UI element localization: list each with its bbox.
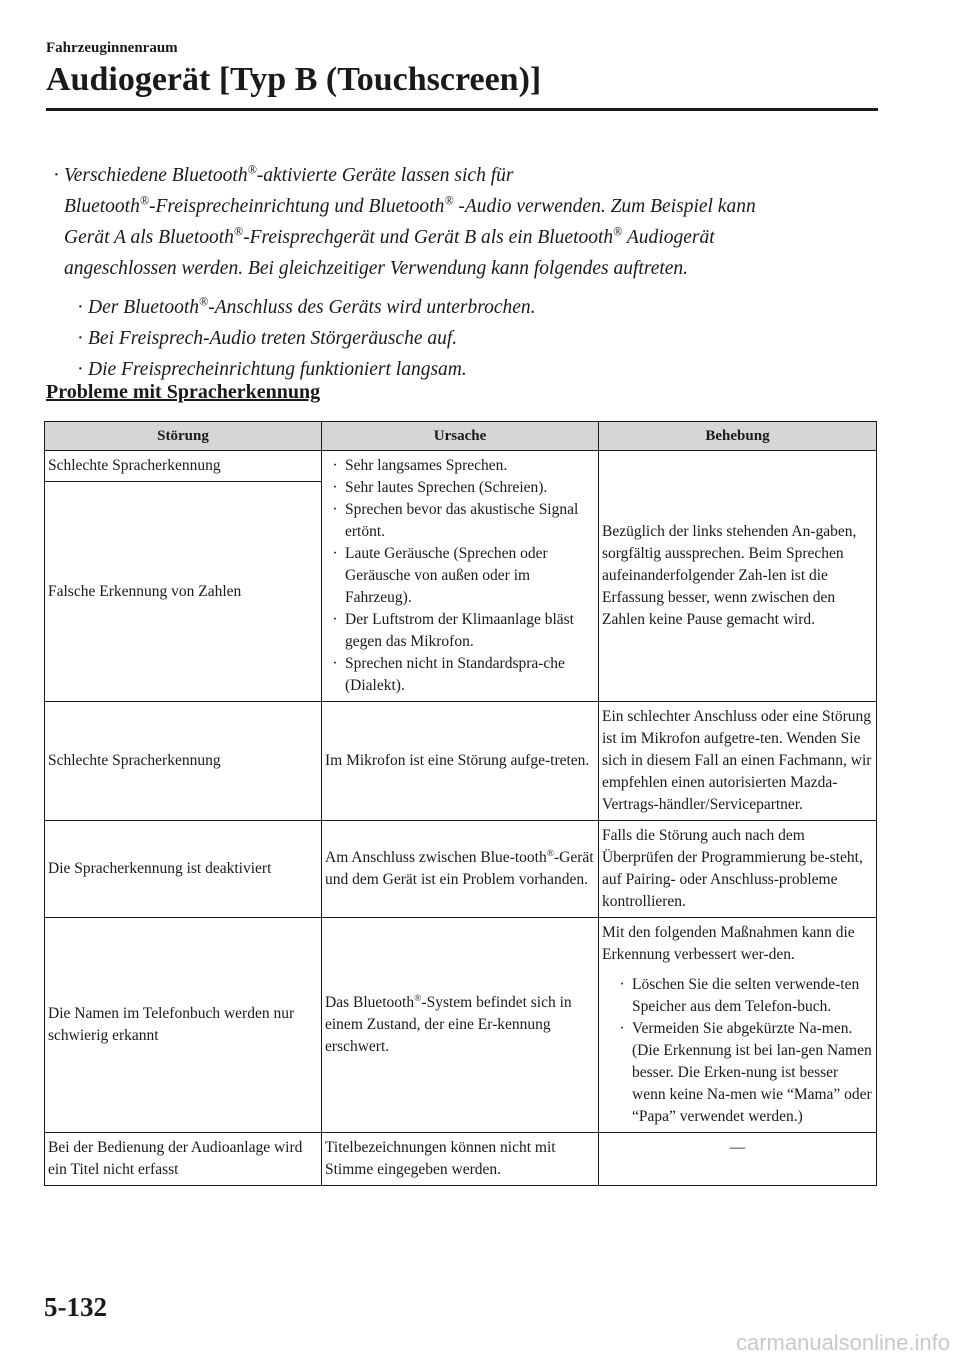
stoerung-cell: Bei der Bedienung der Audioanlage wird ein Titel nicht erfasst bbox=[45, 1133, 322, 1186]
troubleshooting-table bbox=[44, 421, 877, 1186]
table-row bbox=[45, 821, 877, 918]
behebung-cell: — bbox=[599, 1133, 877, 1186]
registered-mark: ® bbox=[414, 992, 422, 1004]
table-header-row bbox=[45, 422, 877, 451]
list-item-text: Laute Geräusche (Sprechen oder Geräusche von außen oder im Fahrzeug). bbox=[345, 545, 548, 606]
note-sub-item bbox=[72, 292, 878, 323]
note-text-part: angeschlossen werden. Bei gleichzeitiger Verwendung kann folgendes auftreten. bbox=[64, 258, 689, 279]
ursache-cell: Titelbezeichnungen können nicht mit Stimme eingegeben werden. bbox=[322, 1133, 599, 1186]
bullet: · bbox=[619, 976, 625, 993]
registered-mark: ® bbox=[546, 847, 555, 859]
registered-mark: ® bbox=[613, 224, 623, 239]
bullet: · bbox=[77, 297, 83, 318]
ursache-cell bbox=[322, 451, 599, 702]
bullet: · bbox=[332, 545, 338, 562]
bullet: · bbox=[332, 655, 338, 672]
registered-mark: ® bbox=[444, 193, 454, 208]
section-heading: Probleme mit Spracherkennung bbox=[46, 381, 321, 403]
bullet: · bbox=[332, 611, 338, 628]
ursache-text-part: -Gerät und dem Gerät ist ein Problem vorhanden. bbox=[325, 849, 594, 888]
table-row bbox=[45, 702, 877, 821]
bullet: · bbox=[619, 1020, 625, 1037]
note-text-part: Verschiedene Bluetooth bbox=[64, 165, 248, 186]
behebung-cell: Bezüglich der links stehenden An-gaben, sorgfältig aussprechen. Beim Sprechen aufeinanderfolgender Zah-len ist die Erfassung besser, wenn zwischen den Zahlen keine Pause gemacht wird. bbox=[599, 451, 877, 702]
note-text-part: Gerät A als Bluetooth bbox=[64, 227, 234, 248]
table-row bbox=[45, 918, 877, 1133]
watermark: carmanualsonline.info bbox=[735, 1330, 950, 1355]
behebung-cell bbox=[599, 918, 877, 1133]
list-item bbox=[612, 1018, 873, 1128]
note-text-part: -Freisprechgerät und Gerät B als ein Bluetooth bbox=[243, 227, 614, 248]
stoerung-cell: Die Spracherkennung ist deaktiviert bbox=[45, 821, 322, 918]
ursache-text-part: Das Bluetooth bbox=[325, 994, 415, 1011]
note-text-part: -aktivierte Geräte lassen sich für bbox=[256, 165, 514, 186]
registered-mark: ® bbox=[247, 162, 257, 177]
list-item bbox=[612, 974, 873, 1018]
stoerung-cell: Falsche Erkennung von Zahlen bbox=[45, 482, 322, 702]
list-item-text: Sprechen nicht in Standardspra-che (Dialekt). bbox=[345, 655, 565, 694]
bullet: · bbox=[77, 359, 83, 380]
table-row bbox=[45, 1133, 877, 1186]
note-sub-item bbox=[72, 323, 878, 354]
column-header-stoerung: Störung bbox=[45, 422, 322, 451]
list-item bbox=[325, 543, 595, 609]
bullet: · bbox=[53, 165, 59, 186]
list-item bbox=[325, 499, 595, 543]
list-item bbox=[325, 653, 595, 697]
title-divider bbox=[46, 108, 878, 111]
bluetooth-note bbox=[48, 160, 878, 385]
list-item-text: Der Luftstrom der Klimaanlage bläst gegen das Mikrofon. bbox=[345, 611, 574, 650]
table-row bbox=[45, 451, 877, 482]
ursache-text-part: Am Anschluss zwischen Blue-tooth bbox=[325, 849, 547, 866]
note-sub-text-part: Der Bluetooth bbox=[88, 297, 200, 318]
page-title: Audiogerät [Typ B (Touchscreen)] bbox=[46, 61, 542, 98]
behebung-cell: Ein schlechter Anschluss oder eine Störung ist im Mikrofon aufgetre-ten. Wenden Sie sich in diesem Fall an einen Fachmann, wir empfehlen einen autorisierten Mazda-Vertrags-händler/Servicepartner. bbox=[599, 702, 877, 821]
list-item-text: Löschen Sie die selten verwende-ten Speicher aus dem Telefon-buch. bbox=[632, 976, 860, 1015]
note-text-part: Bluetooth bbox=[64, 196, 140, 217]
list-item-text: Sehr langsames Sprechen. bbox=[345, 457, 508, 474]
ursache-text-part: -System befindet sich in einem Zustand, der eine Er-kennung erschwert. bbox=[325, 994, 572, 1055]
list-item bbox=[325, 477, 595, 499]
list-item-text: Sehr lautes Sprechen (Schreien). bbox=[345, 479, 548, 496]
page-number: 5-132 bbox=[44, 1292, 107, 1322]
stoerung-cell: Schlechte Spracherkennung bbox=[45, 702, 322, 821]
ursache-cell bbox=[322, 821, 599, 918]
column-header-ursache: Ursache bbox=[322, 422, 599, 451]
ursache-cell: Im Mikrofon ist eine Störung aufge-treten. bbox=[322, 702, 599, 821]
note-text-part: -Freisprecheinrichtung und Bluetooth bbox=[149, 196, 445, 217]
note-sub-text-part: -Anschluss des Geräts wird unterbrochen. bbox=[208, 297, 536, 318]
registered-mark: ® bbox=[199, 294, 209, 309]
list-item bbox=[325, 609, 595, 653]
bullet: · bbox=[332, 501, 338, 518]
list-item-text: Vermeiden Sie abgekürzte Na-men. (Die Erkennung ist bei lan-gen Namen besser. Die Erken-nung ist besser wenn keine Na-men wie “Mama” oder “Papa” verwendet werden.) bbox=[632, 1020, 872, 1125]
note-sub-text bbox=[88, 292, 878, 323]
behebung-list bbox=[612, 974, 873, 1128]
list-item-text: Sprechen bevor das akustische Signal ertönt. bbox=[345, 501, 579, 540]
bullet: · bbox=[332, 479, 338, 496]
note-text-part: Audiogerät bbox=[622, 227, 715, 248]
behebung-intro: Mit den folgenden Maßnahmen kann die Erkennung verbessert wer-den. bbox=[602, 924, 855, 963]
section-label: Fahrzeuginnenraum bbox=[46, 40, 178, 56]
note-item bbox=[48, 160, 878, 284]
column-header-behebung: Behebung bbox=[599, 422, 877, 451]
stoerung-cell: Schlechte Spracherkennung bbox=[45, 451, 322, 482]
note-sub-list bbox=[72, 292, 878, 385]
list-item bbox=[325, 455, 595, 477]
registered-mark: ® bbox=[233, 224, 244, 239]
bullet: · bbox=[332, 457, 338, 474]
note-text bbox=[64, 160, 878, 284]
registered-mark: ® bbox=[139, 193, 150, 208]
note-sub-text: Bei Freisprech-Audio treten Störgeräusche auf. bbox=[88, 328, 458, 349]
note-sub-text: Die Freisprecheinrichtung funktioniert langsam. bbox=[88, 359, 467, 380]
ursache-cell bbox=[322, 918, 599, 1133]
stoerung-cell: Die Namen im Telefonbuch werden nur schwierig erkannt bbox=[45, 918, 322, 1133]
behebung-cell: Falls die Störung auch nach dem Überprüfen der Programmierung be-steht, auf Pairing- oder Anschluss-probleme kontrollieren. bbox=[599, 821, 877, 918]
bullet: · bbox=[77, 328, 83, 349]
note-text-part: -Audio verwenden. Zum Beispiel kann bbox=[453, 196, 756, 217]
